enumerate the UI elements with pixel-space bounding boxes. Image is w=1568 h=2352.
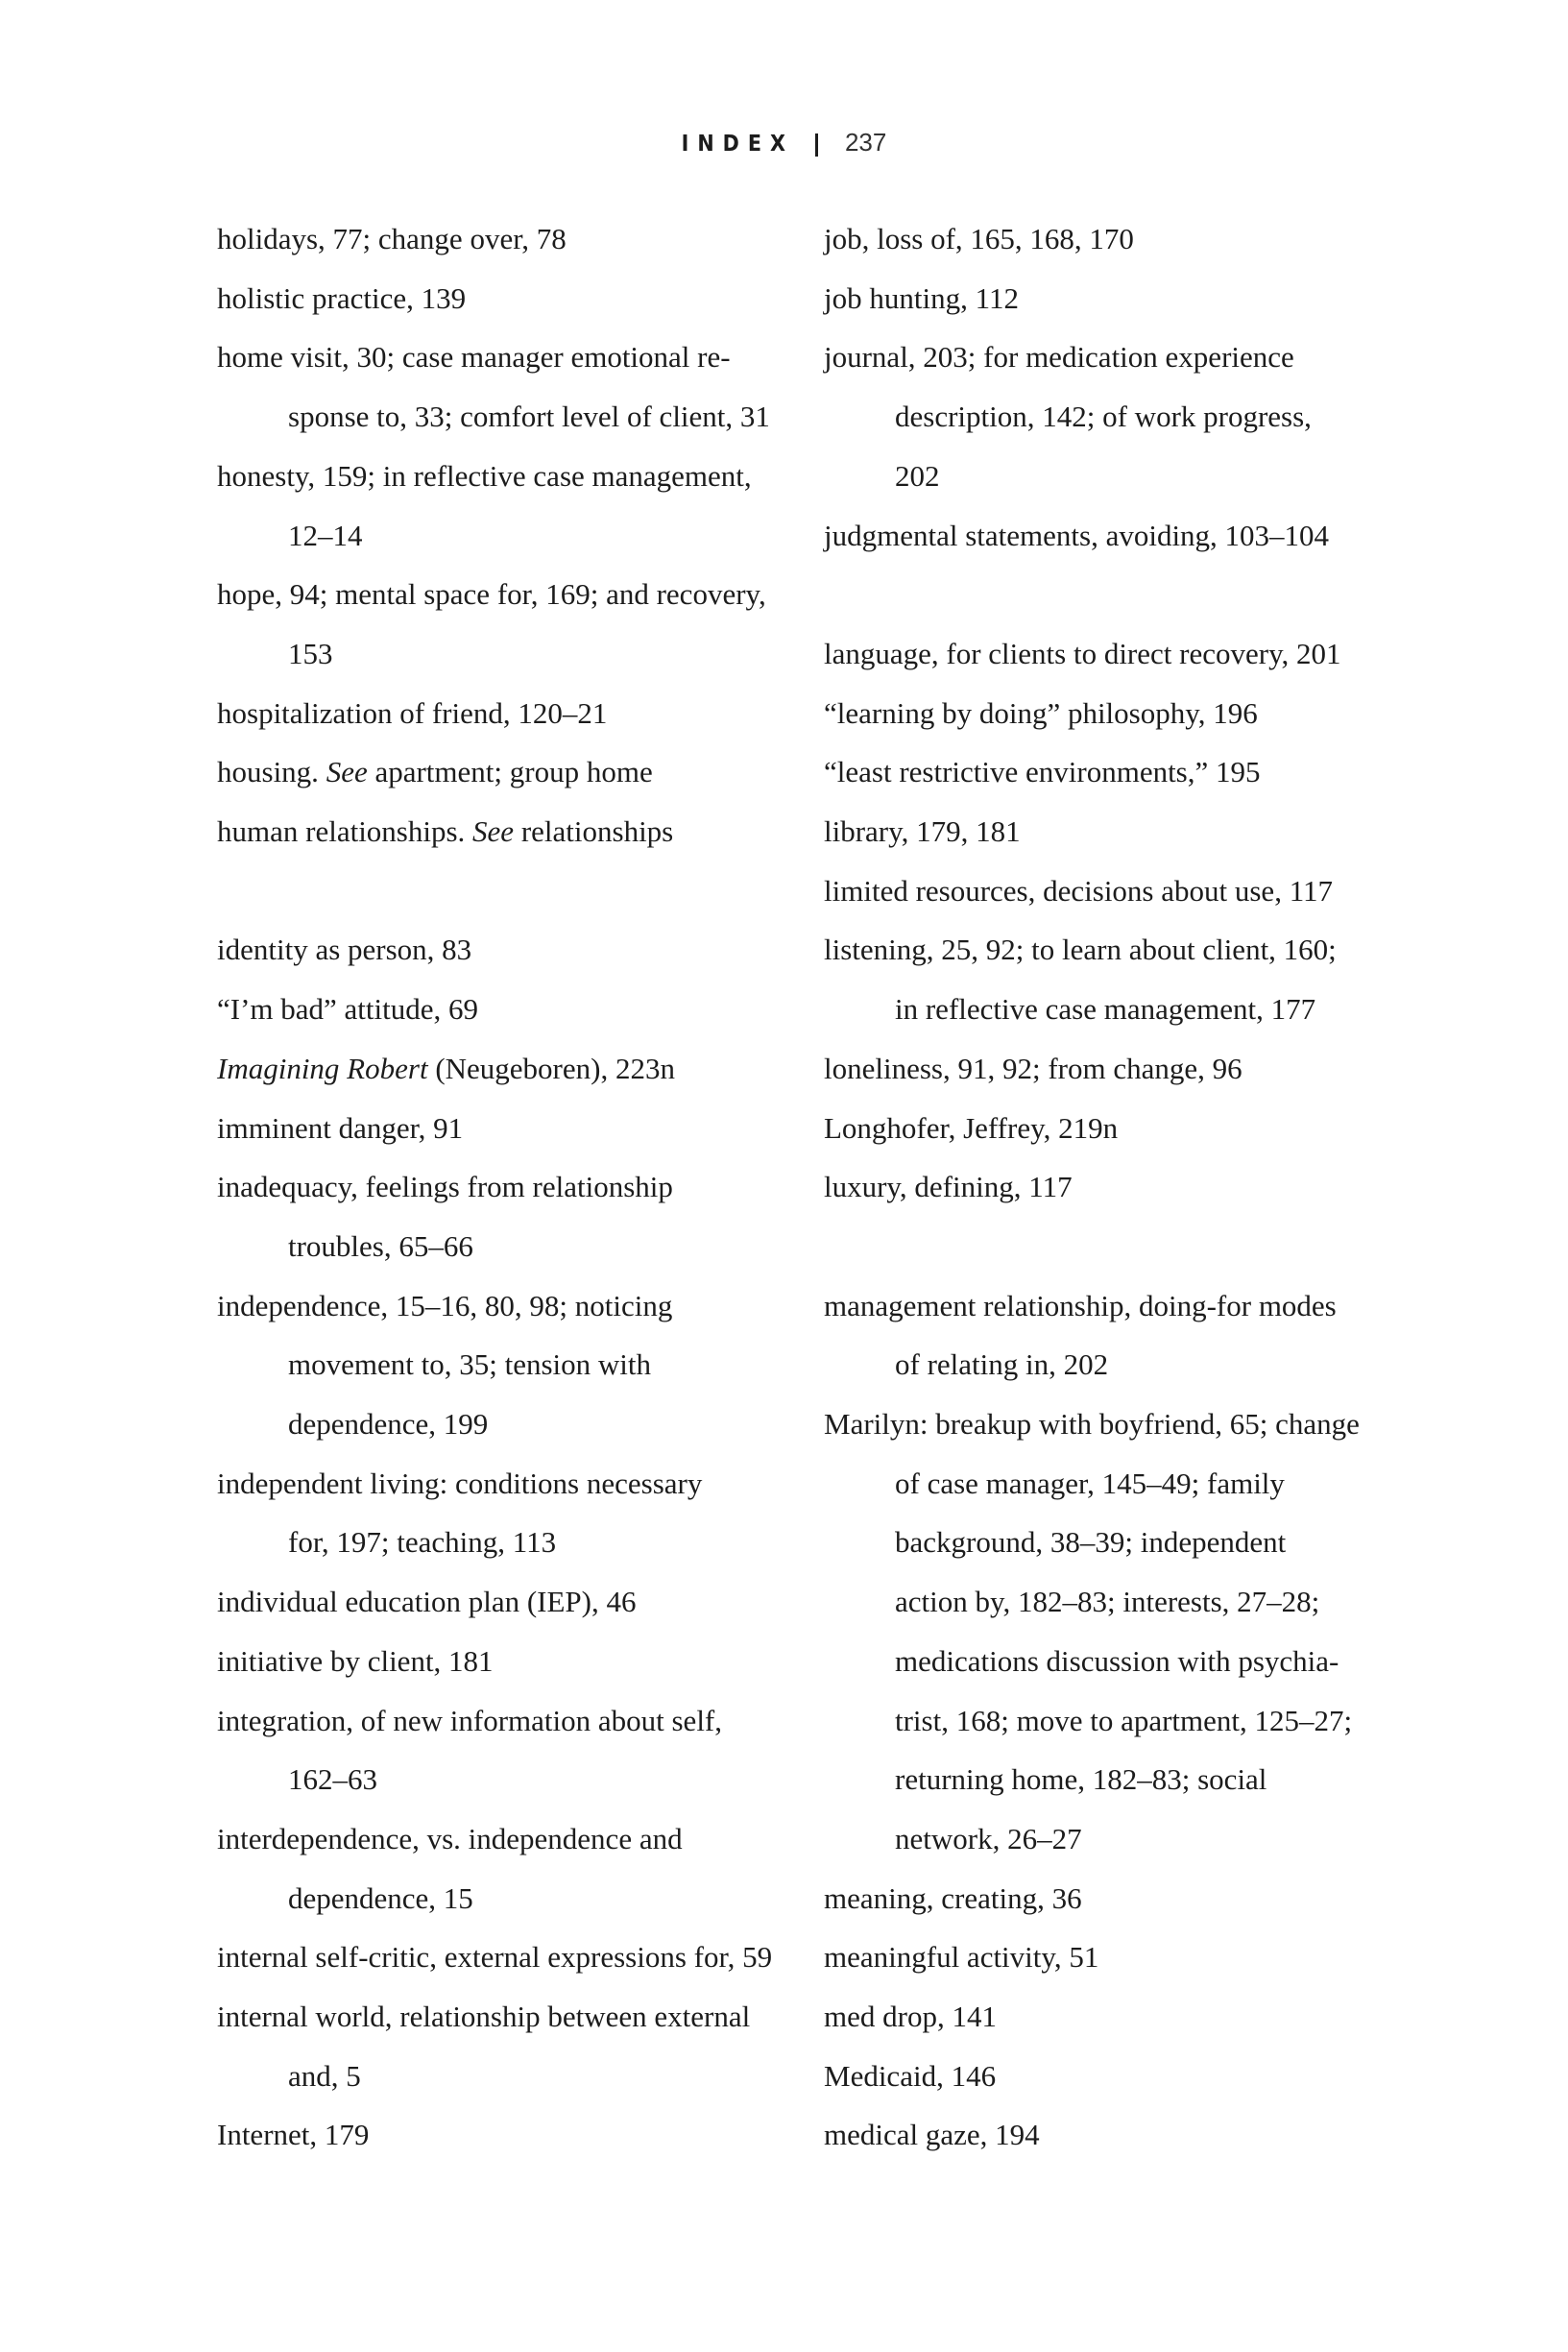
index-entry: library, 179, 181 <box>824 814 1021 849</box>
index-entry: management relationship, doing-for modes of relating in, 202 <box>824 1288 1337 1382</box>
index-entry: med drop, 141 <box>824 2000 997 2034</box>
index-column-left <box>217 209 793 2165</box>
index-column-right <box>824 209 1400 2165</box>
index-entry: job hunting, 112 <box>824 280 1019 315</box>
index-entry: internal self-critic, external expressions for, 59 <box>217 1940 773 1975</box>
index-entry: holidays, 77; change over, 78 <box>217 222 567 255</box>
index-entry: luxury, defining, 117 <box>824 1170 1073 1204</box>
index-entry: medical gaze, 194 <box>824 2118 1040 2152</box>
index-entry: honesty, 159; in reflective case management, 12–14 <box>217 458 752 552</box>
index-entry: Internet, 179 <box>217 2118 370 2152</box>
index-entry: “I’m bad” attitude, 69 <box>217 992 479 1027</box>
index-entry: job, loss of, 165, 168, 170 <box>824 222 1134 255</box>
index-entry: meaningful activity, 51 <box>824 1940 1099 1975</box>
index-entry: hospitalization of friend, 120–21 <box>217 695 608 730</box>
index-entry: journal, 203; for medication experience description, 142; of work progress, 202 <box>824 340 1312 493</box>
index-entry: language, for clients to direct recovery, 201 <box>824 636 1341 670</box>
index-entry: independence, 15–16, 80, 98; noticing movement to, 35; tension with dependence, 199 <box>217 1288 673 1442</box>
index-entry: housing. See apartment; group home <box>217 755 653 789</box>
index-entry: home visit, 30; case manager emotional re- sponse to, 33; comfort level of client, 31 <box>217 340 770 434</box>
index-entry: internal world, relationship between external and, 5 <box>217 2000 751 2093</box>
index-entry: independent living: conditions necessary for, 197; teaching, 113 <box>217 1466 703 1560</box>
letter-group-gap <box>217 861 793 921</box>
index-entry: Medicaid, 146 <box>824 2058 997 2093</box>
index-entry: imminent danger, 91 <box>217 1110 464 1145</box>
index-entry: identity as person, 83 <box>217 933 472 967</box>
index-entry: hope, 94; mental space for, 169; and recovery, 153 <box>217 577 766 670</box>
index-entry: integration, of new information about self, 162–63 <box>217 1703 723 1797</box>
running-header <box>0 123 1568 161</box>
index-entry: human relationships. See relationships <box>217 814 674 849</box>
letter-group-gap <box>824 1217 1400 1276</box>
index-entry: Longhofer, Jeffrey, 219n <box>824 1110 1119 1145</box>
index-entry: Imagining Robert (Neugeboren), 223n <box>217 1051 675 1085</box>
letter-group-gap <box>824 565 1400 624</box>
index-entry: initiative by client, 181 <box>217 1643 494 1678</box>
index-entry: limited resources, decisions about use, 117 <box>824 873 1334 908</box>
page-number: 237 <box>844 128 887 157</box>
index-entry: “least restrictive environments,” 195 <box>824 755 1261 789</box>
index-entry: judgmental statements, avoiding, 103–104 <box>824 518 1330 552</box>
index-entry: loneliness, 91, 92; from change, 96 <box>824 1051 1242 1085</box>
header-divider <box>815 133 818 157</box>
index-entry: individual education plan (IEP), 46 <box>217 1585 637 1619</box>
index-entry: listening, 25, 92; to learn about client, 160; in reflective case management, 177 <box>824 933 1337 1027</box>
index-entry: Marilyn: breakup with boyfriend, 65; change of case manager, 145–49; family background, 38–39; independent action by, 182–83; interests, 27–28; medications discussion with psychia- trist, 168; move to apartment, 125–27; returning home, 182–83; social network, 26–27 <box>824 1407 1360 1855</box>
index-entry: “learning by doing” philosophy, 196 <box>824 695 1258 730</box>
index-entry: interdependence, vs. independence and dependence, 15 <box>217 1821 683 1915</box>
index-entry: inadequacy, feelings from relationship troubles, 65–66 <box>217 1170 673 1263</box>
section-label: INDEX <box>681 132 794 157</box>
index-entry: holistic practice, 139 <box>217 280 467 315</box>
index-entry: meaning, creating, 36 <box>824 1880 1082 1915</box>
